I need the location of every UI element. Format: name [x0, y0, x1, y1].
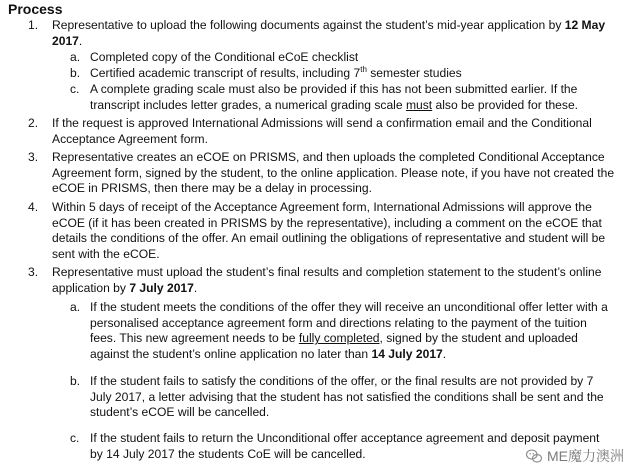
watermark [523, 446, 626, 466]
step5-item-b: b. If the student fails to satisfy the conditions of the offer, or the final results are not provided by 7 July 2017, a letter advising that the student has not satisfied the conditions shall be sent and the student’s eCOE will be cancelled. [70, 374, 604, 420]
step-number: 2. [28, 116, 39, 130]
watermark-text: ME魔力澳洲 [547, 448, 624, 464]
step5-item-c: c. If the student fails to return the Unconditional offer acceptance agreement and deposit payment by 14 July 2017 the students CoE will be cancelled. [70, 431, 600, 461]
step-text: If the request is approved International Admissions will send a confirmation email and the Conditional Acceptance Agreement form. [52, 116, 592, 146]
step1-item-b: b. Certified academic transcript of results, including 7th semester studies [70, 64, 462, 80]
wechat-icon [525, 447, 543, 465]
step1-item-c: c. A complete grading scale must also be provided if this has not been submitted earlier. If the transcript includes letter grades, a numerical grading scale must also be provided for these. [70, 82, 579, 112]
deadline-date: 12 May 2017 [52, 18, 606, 48]
process-step-5 [28, 265, 620, 296]
step1-item-a: a. Completed copy of the Conditional eCoE checklist [70, 50, 359, 64]
process-step-1 [28, 18, 620, 49]
process-step-3 [28, 150, 620, 197]
step-text: Representative to upload the following documents against the student’s mid-year application by 12 May 2017. [52, 18, 606, 48]
step-text: Representative must upload the student’s final results and completion statement to the student’s online application by 7 July 2017. [52, 265, 602, 295]
step-number: 3. [28, 265, 39, 279]
step-number: 1. [28, 18, 39, 32]
section-heading: Process [8, 1, 63, 17]
step-text: Within 5 days of receipt of the Acceptance Agreement form, International Admissions will approve the eCOE (if it has been created in PRISMS by the representative), including a comment on the eCOE that details the conditions of the offer. An email outlining the obligations of representative and student will be sent with the eCOE. [52, 200, 606, 261]
step5-item-a: a. If the student meets the conditions of the offer they will receive an unconditional offer letter with a personalised acceptance agreement form and directions relating to the payment of the tuition fees. This new agreement needs to be fully completed, signed by the student and uploaded against the student’s online application no later than 14 July 2017. [70, 300, 608, 361]
step-number: 3. [28, 150, 39, 164]
process-step-4 [28, 200, 620, 262]
process-step-2 [28, 116, 620, 147]
step-text: Representative creates an eCOE on PRISMS, and then uploads the completed Conditional Acceptance Agreement form, signed by the student, to the online application. Please note, if you have not created the eCOE in PRISMS, then there may be a delay in processing. [52, 150, 615, 196]
step-number: 4. [28, 200, 39, 214]
deadline-date: 7 July 2017 [129, 280, 194, 295]
